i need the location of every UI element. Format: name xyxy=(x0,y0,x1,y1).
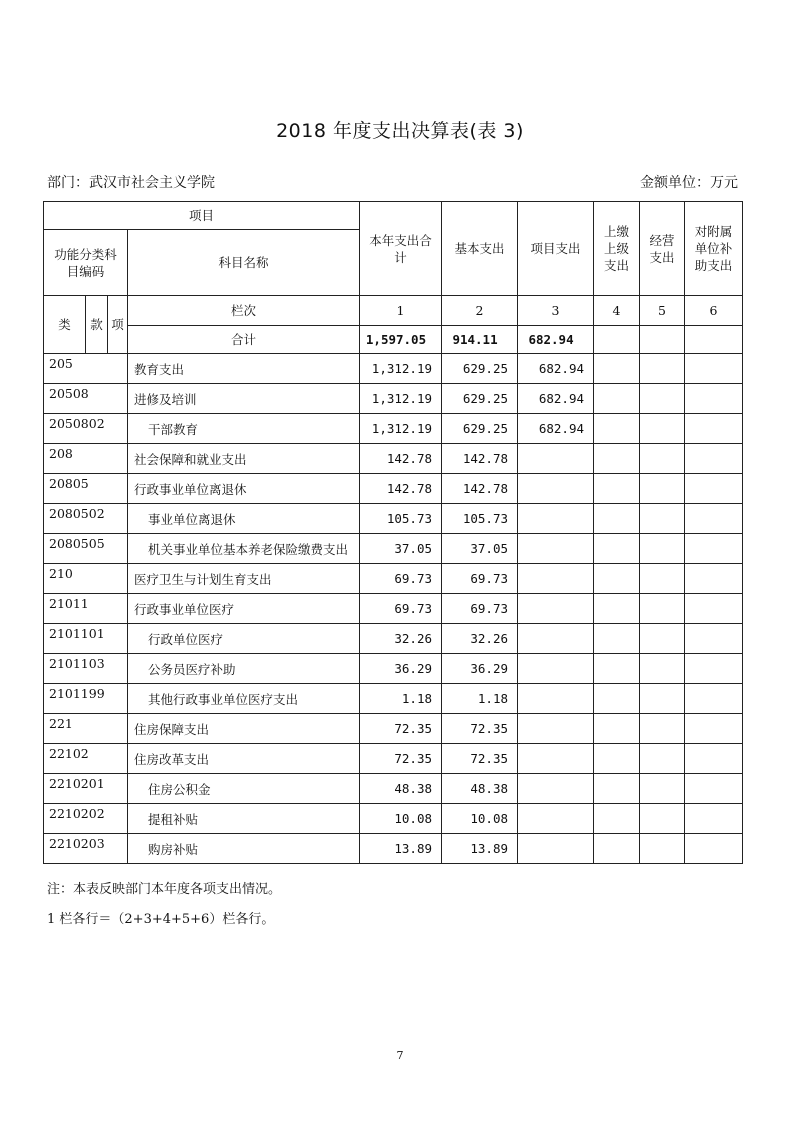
row-value-1: 69.73 xyxy=(360,564,442,594)
row-value-5 xyxy=(640,414,685,444)
table-row xyxy=(44,624,743,654)
table-row xyxy=(44,594,743,624)
row-value-6 xyxy=(685,474,743,504)
row-value-1: 48.38 xyxy=(360,774,442,804)
table-row xyxy=(44,744,743,774)
header-col-basic: 基本支出 xyxy=(442,202,518,296)
row-value-1: 32.26 xyxy=(360,624,442,654)
total-value-1: 1,597.05 xyxy=(360,326,442,354)
row-value-6 xyxy=(685,774,743,804)
row-value-2: 72.35 xyxy=(442,714,518,744)
row-subject-name: 行政单位医疗 xyxy=(128,624,360,654)
row-value-6 xyxy=(685,534,743,564)
row-value-6 xyxy=(685,684,743,714)
row-value-2: 36.29 xyxy=(442,654,518,684)
row-value-5 xyxy=(640,654,685,684)
row-value-5 xyxy=(640,774,685,804)
row-value-6 xyxy=(685,654,743,684)
row-subject-name: 医疗卫生与计划生育支出 xyxy=(128,564,360,594)
table-row xyxy=(44,714,743,744)
row-code: 2080505 xyxy=(44,534,128,564)
row-value-4 xyxy=(594,444,640,474)
header-lanci: 栏次 xyxy=(128,296,360,326)
page-number: 7 xyxy=(396,1049,404,1062)
row-value-6 xyxy=(685,414,743,444)
row-value-4 xyxy=(594,834,640,864)
table-row xyxy=(44,774,743,804)
row-value-4 xyxy=(594,354,640,384)
row-value-1: 36.29 xyxy=(360,654,442,684)
table-row xyxy=(44,474,743,504)
row-value-4 xyxy=(594,414,640,444)
header-xiang: 项 xyxy=(108,296,128,354)
row-value-3 xyxy=(518,714,594,744)
row-value-2: 142.78 xyxy=(442,474,518,504)
col-number-3: 3 xyxy=(518,296,594,326)
row-value-3 xyxy=(518,774,594,804)
row-value-4 xyxy=(594,804,640,834)
row-value-4 xyxy=(594,654,640,684)
row-code: 2210202 xyxy=(44,804,128,834)
row-subject-name: 提租补贴 xyxy=(128,804,360,834)
row-code: 2210201 xyxy=(44,774,128,804)
row-value-5 xyxy=(640,804,685,834)
header-subject-name: 科目名称 xyxy=(128,230,360,296)
row-value-2: 105.73 xyxy=(442,504,518,534)
row-value-4 xyxy=(594,774,640,804)
row-code: 2080502 xyxy=(44,504,128,534)
row-value-3 xyxy=(518,564,594,594)
row-value-2: 1.18 xyxy=(442,684,518,714)
row-value-2: 48.38 xyxy=(442,774,518,804)
row-subject-name: 公务员医疗补助 xyxy=(128,654,360,684)
row-code: 21011 xyxy=(44,594,128,624)
total-value-6 xyxy=(685,326,743,354)
row-value-2: 37.05 xyxy=(442,534,518,564)
table-row xyxy=(44,504,743,534)
table-row xyxy=(44,444,743,474)
row-value-1: 10.08 xyxy=(360,804,442,834)
row-value-5 xyxy=(640,714,685,744)
row-value-3 xyxy=(518,474,594,504)
header-project: 项目 xyxy=(44,202,360,230)
table-row xyxy=(44,564,743,594)
note-line-1: 注：本表反映部门本年度各项支出情况。 xyxy=(47,882,282,897)
row-value-1: 1,312.19 xyxy=(360,354,442,384)
row-value-2: 13.89 xyxy=(442,834,518,864)
row-subject-name: 住房保障支出 xyxy=(128,714,360,744)
row-value-4 xyxy=(594,564,640,594)
row-code: 208 xyxy=(44,444,128,474)
col-number-2: 2 xyxy=(442,296,518,326)
row-value-5 xyxy=(640,594,685,624)
total-value-5 xyxy=(640,326,685,354)
row-value-4 xyxy=(594,744,640,774)
header-func-code: 功能分类科目编码 xyxy=(44,230,128,296)
row-value-6 xyxy=(685,594,743,624)
row-value-1: 105.73 xyxy=(360,504,442,534)
row-value-3 xyxy=(518,624,594,654)
row-value-3 xyxy=(518,594,594,624)
row-value-1: 13.89 xyxy=(360,834,442,864)
row-code: 2050802 xyxy=(44,414,128,444)
row-subject-name: 社会保障和就业支出 xyxy=(128,444,360,474)
row-value-2: 72.35 xyxy=(442,744,518,774)
col-number-1: 1 xyxy=(360,296,442,326)
row-value-6 xyxy=(685,384,743,414)
col-number-5: 5 xyxy=(640,296,685,326)
table-row xyxy=(44,414,743,444)
col-number-4: 4 xyxy=(594,296,640,326)
row-value-5 xyxy=(640,354,685,384)
total-value-2: 914.11 xyxy=(442,326,518,354)
header-col-project: 项目支出 xyxy=(518,202,594,296)
row-value-4 xyxy=(594,624,640,654)
row-value-2: 142.78 xyxy=(442,444,518,474)
row-value-6 xyxy=(685,504,743,534)
row-value-2: 32.26 xyxy=(442,624,518,654)
row-value-5 xyxy=(640,444,685,474)
row-value-5 xyxy=(640,504,685,534)
table-row xyxy=(44,354,743,384)
row-value-1: 72.35 xyxy=(360,714,442,744)
row-value-2: 629.25 xyxy=(442,384,518,414)
total-value-3: 682.94 xyxy=(518,326,594,354)
row-subject-name: 行政事业单位离退休 xyxy=(128,474,360,504)
row-value-3 xyxy=(518,654,594,684)
row-value-3: 682.94 xyxy=(518,414,594,444)
row-value-2: 69.73 xyxy=(442,594,518,624)
row-value-1: 1.18 xyxy=(360,684,442,714)
row-value-5 xyxy=(640,534,685,564)
row-value-3 xyxy=(518,534,594,564)
row-value-6 xyxy=(685,804,743,834)
table-row xyxy=(44,804,743,834)
row-value-3 xyxy=(518,444,594,474)
row-value-4 xyxy=(594,384,640,414)
amount-unit-label: 金额单位：万元 xyxy=(640,175,738,191)
row-code: 2210203 xyxy=(44,834,128,864)
row-code: 2101103 xyxy=(44,654,128,684)
row-value-5 xyxy=(640,834,685,864)
expenditure-table xyxy=(43,201,743,864)
row-value-2: 69.73 xyxy=(442,564,518,594)
row-value-6 xyxy=(685,744,743,774)
row-value-6 xyxy=(685,564,743,594)
row-value-3 xyxy=(518,504,594,534)
row-value-4 xyxy=(594,474,640,504)
row-value-6 xyxy=(685,714,743,744)
header-col-subsidiary: 对附属单位补助支出 xyxy=(685,202,743,296)
table-row xyxy=(44,384,743,414)
row-subject-name: 住房公积金 xyxy=(128,774,360,804)
header-col-upper: 上缴上级支出 xyxy=(594,202,640,296)
row-value-3 xyxy=(518,684,594,714)
row-value-6 xyxy=(685,624,743,654)
row-value-2: 629.25 xyxy=(442,354,518,384)
row-code: 20508 xyxy=(44,384,128,414)
row-value-6 xyxy=(685,444,743,474)
row-value-6 xyxy=(685,354,743,384)
row-subject-name: 进修及培训 xyxy=(128,384,360,414)
row-value-4 xyxy=(594,504,640,534)
header-kuan: 款 xyxy=(86,296,108,354)
row-code: 22102 xyxy=(44,744,128,774)
row-subject-name: 行政事业单位医疗 xyxy=(128,594,360,624)
row-value-5 xyxy=(640,744,685,774)
row-value-5 xyxy=(640,564,685,594)
row-subject-name: 住房改革支出 xyxy=(128,744,360,774)
row-subject-name: 购房补贴 xyxy=(128,834,360,864)
row-value-1: 72.35 xyxy=(360,744,442,774)
row-subject-name: 干部教育 xyxy=(128,414,360,444)
col-number-6: 6 xyxy=(685,296,743,326)
table-row xyxy=(44,684,743,714)
row-subject-name: 教育支出 xyxy=(128,354,360,384)
row-subject-name: 事业单位离退休 xyxy=(128,504,360,534)
row-code: 2101101 xyxy=(44,624,128,654)
total-value-4 xyxy=(594,326,640,354)
row-value-6 xyxy=(685,834,743,864)
header-lei: 类 xyxy=(44,296,86,354)
row-value-3: 682.94 xyxy=(518,384,594,414)
row-value-1: 37.05 xyxy=(360,534,442,564)
row-code: 210 xyxy=(44,564,128,594)
row-code: 205 xyxy=(44,354,128,384)
row-value-2: 10.08 xyxy=(442,804,518,834)
row-value-4 xyxy=(594,684,640,714)
note-line-2: 1 栏各行＝（2+3+4+5+6）栏各行。 xyxy=(47,912,275,927)
row-value-3 xyxy=(518,744,594,774)
row-value-3 xyxy=(518,804,594,834)
page-title: 2018 年度支出决算表(表 3) xyxy=(276,120,524,142)
row-value-5 xyxy=(640,384,685,414)
row-code: 20805 xyxy=(44,474,128,504)
row-value-3: 682.94 xyxy=(518,354,594,384)
table-row xyxy=(44,534,743,564)
row-value-4 xyxy=(594,534,640,564)
total-label: 合计 xyxy=(128,326,360,354)
row-value-3 xyxy=(518,834,594,864)
row-value-1: 69.73 xyxy=(360,594,442,624)
row-value-5 xyxy=(640,624,685,654)
row-value-1: 1,312.19 xyxy=(360,384,442,414)
row-value-5 xyxy=(640,474,685,504)
row-value-1: 1,312.19 xyxy=(360,414,442,444)
row-code: 221 xyxy=(44,714,128,744)
row-code: 2101199 xyxy=(44,684,128,714)
department-label: 部门：武汉市社会主义学院 xyxy=(47,175,215,191)
table-row xyxy=(44,834,743,864)
header-col-business: 经营支出 xyxy=(640,202,685,296)
row-value-4 xyxy=(594,714,640,744)
row-value-1: 142.78 xyxy=(360,474,442,504)
row-subject-name: 机关事业单位基本养老保险缴费支出 xyxy=(128,534,360,564)
header-col-total: 本年支出合计 xyxy=(360,202,442,296)
table-row xyxy=(44,654,743,684)
row-value-5 xyxy=(640,684,685,714)
row-value-2: 629.25 xyxy=(442,414,518,444)
row-value-1: 142.78 xyxy=(360,444,442,474)
row-value-4 xyxy=(594,594,640,624)
row-subject-name: 其他行政事业单位医疗支出 xyxy=(128,684,360,714)
